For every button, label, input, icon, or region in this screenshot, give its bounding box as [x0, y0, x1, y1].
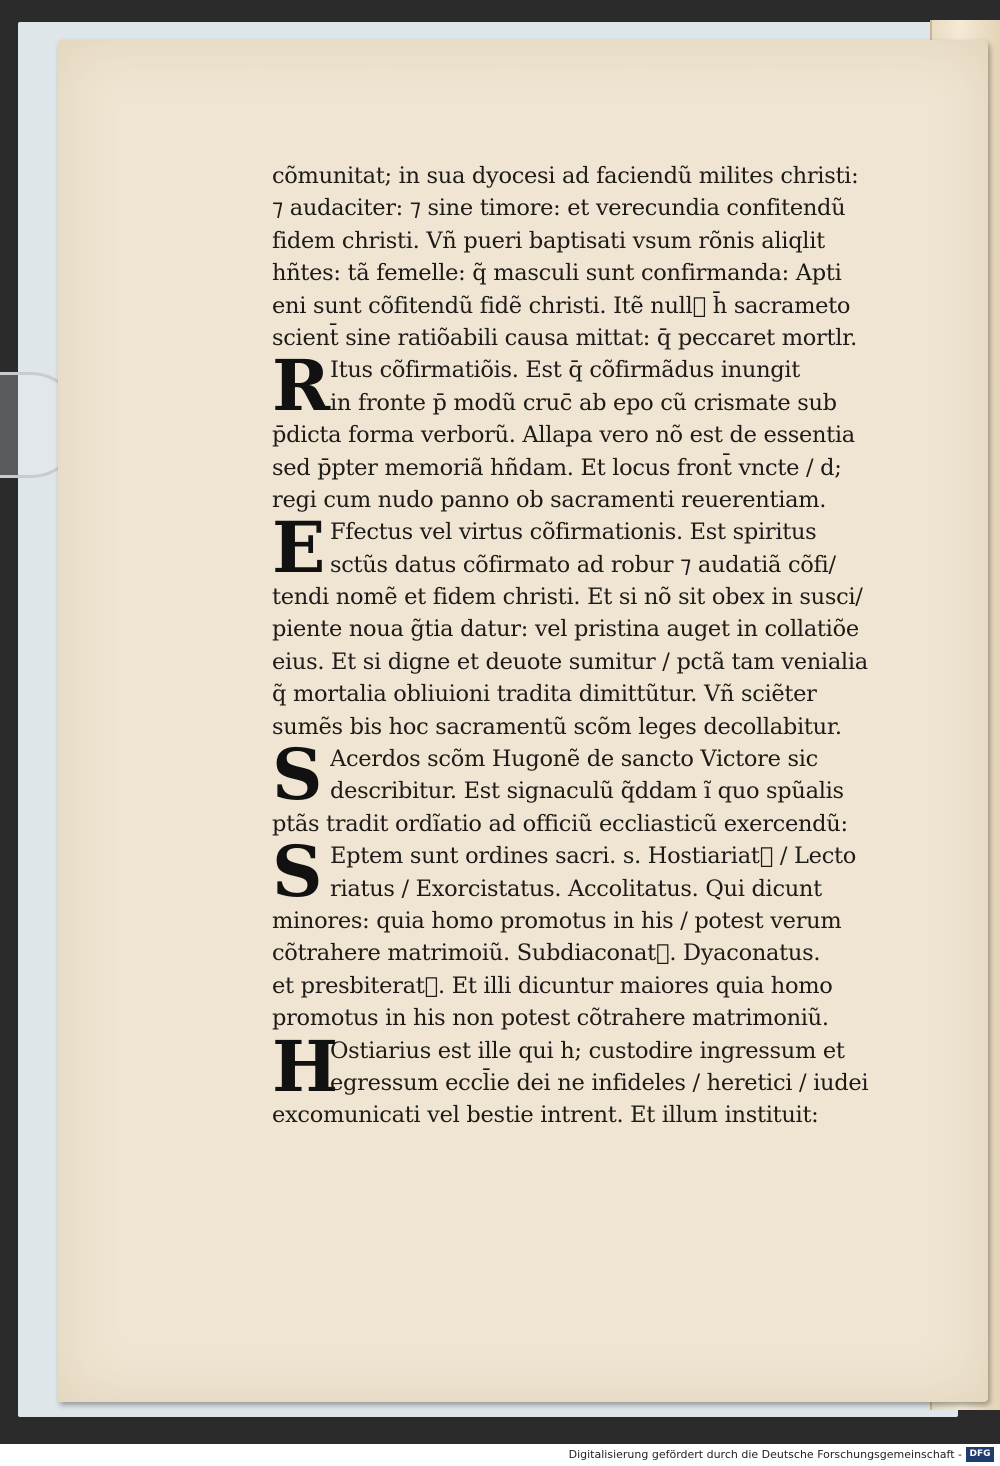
text-line: cõtrahere matrimoiũ. Subdiaconat᷒. Dyaconatus.	[272, 940, 821, 967]
text-line: riatus / Exorcistatus. Accolitatus. Qui dicunt	[330, 875, 822, 902]
sacerdos-paragraph	[272, 733, 892, 840]
text-line: ⁊ audaciter: ⁊ sine timore: et verecundia confitendũ	[272, 195, 846, 222]
text-line: hñtes: tã femelle: q̃ masculi sunt confirmanda: Apti	[272, 260, 842, 287]
text-line: sed p̄pter memoriã hñdam. Et locus front̄ vncte / d;	[272, 454, 842, 481]
text-line: regi cum nudo panno ob sacramenti reuerentiam.	[272, 486, 827, 513]
text-line: excomunicati vel bestie intrent. Et illum instituit:	[272, 1102, 819, 1129]
dfg-logo-icon: DFG	[966, 1447, 994, 1462]
initial-letter: S	[272, 733, 323, 817]
text-line: piente noua g̃tia datur: vel pristina auget in collatiõe	[272, 616, 859, 643]
text-line: cõmunitat; in sua dyocesi ad faciendũ milites christi:	[272, 163, 859, 189]
initial-letter: E	[272, 506, 326, 590]
text-line: egressum eccl̄ie dei ne infideles / heretici / iudei	[330, 1069, 869, 1096]
text-line: q̃ mortalia obliuioni tradita dimittũtur. Vñ sciẽter	[272, 681, 817, 708]
intro-paragraph	[272, 160, 892, 354]
text-line: ptãs tradit ordĩatio ad officiũ eccliasticũ exercendũ:	[272, 810, 848, 837]
text-line: Ffectus vel virtus cõfirmationis. Est spiritus	[330, 519, 817, 546]
initial-letter: S	[272, 830, 323, 914]
text-line: eius. Et si digne et deuote sumitur / pctã tam venialia	[272, 648, 868, 675]
text-line: Ostiarius est ille qui h; custodire ingressum et	[330, 1037, 845, 1064]
text-line: Itus cõfirmatiõis. Est q̄ cõfirmãdus inungit	[330, 357, 801, 384]
text-line: Eptem sunt ordines sacri. s. Hostiariat᷒ / Lecto	[330, 843, 856, 870]
ritus-paragraph	[272, 344, 892, 516]
text-line: Acerdos scõm Hugonẽ de sancto Victore sic	[330, 746, 818, 773]
text-line: promotus in his non potest cõtrahere matrimoniũ.	[272, 1005, 829, 1032]
text-line: describitur. Est signaculũ q̃ddam ĩ quo spũalis	[330, 778, 844, 805]
page-text	[272, 160, 892, 1132]
text-line: sumẽs bis hoc sacramentũ scõm leges decollabitur.	[272, 713, 842, 740]
text-line: eni sunt cõfitendũ fidẽ christi. Itẽ null᷒ h̄ sacrameto	[272, 292, 851, 319]
text-line: tendi nomẽ et fidem christi. Et si nõ sit obex in susci/	[272, 584, 863, 611]
text-line: p̄dicta forma verborũ. Allapa vero nõ est de essentia	[272, 422, 855, 449]
effectus-paragraph	[272, 506, 892, 743]
text-line: sctũs datus cõfirmato ad robur ⁊ audatiã cõfi/	[330, 551, 836, 578]
text-line: fidem christi. Vñ pueri baptisati vsum rõnis aliqlit	[272, 227, 825, 254]
funding-credit: Digitalisierung gefördert durch die Deutsche Forschungsgemeinschaft -	[568, 1448, 962, 1461]
septem-paragraph	[272, 830, 892, 1034]
initial-letter: H	[272, 1024, 338, 1108]
text-line: minores: quia homo promotus in his / potest verum	[272, 907, 842, 934]
hostiarius-paragraph	[272, 1024, 892, 1132]
text-line: et presbiterat᷒. Et illi dicuntur maiores quia homo	[272, 972, 833, 999]
initial-letter: R	[272, 344, 330, 428]
footer-bar	[0, 1444, 1000, 1466]
text-line: in fronte p̄ modũ cruc̄ ab epo cũ crismate sub	[330, 389, 837, 416]
text-line: scient̄ sine ratiõabili causa mittat: q̄ peccaret mortlr.	[272, 324, 857, 351]
